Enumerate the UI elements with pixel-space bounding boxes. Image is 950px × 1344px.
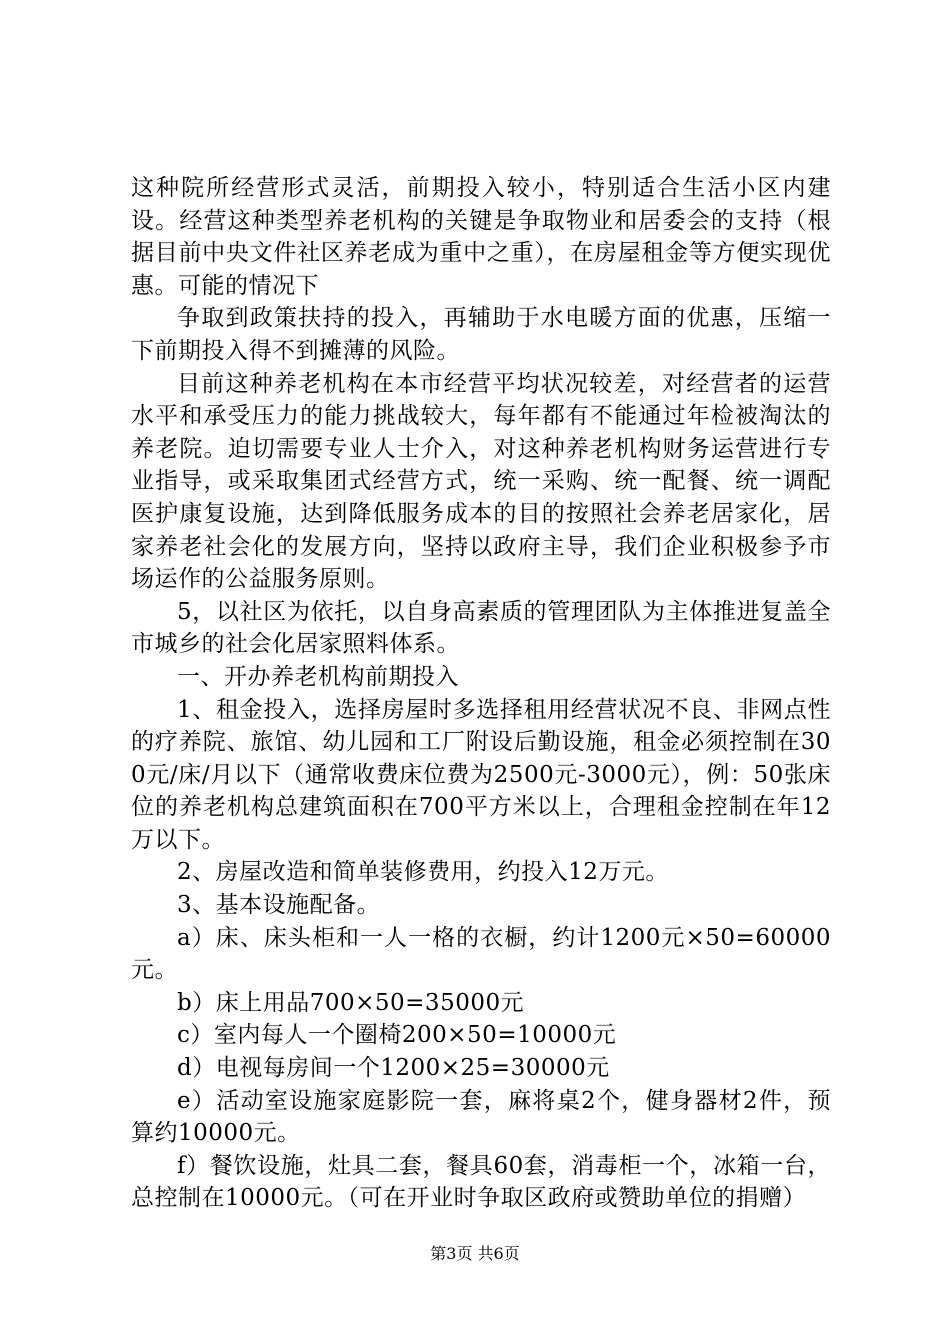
list-item-a: a）床、床头柜和一人一格的衣橱，约计1200元×50=60000元。 — [131, 924, 831, 984]
list-item-f: f）餐饮设施，灶具二套，餐具60套，消毒柜一个，冰箱一台，总控制在10000元。（可在开业时争取区政府或赞助单位的捐赠） — [131, 1152, 831, 1212]
list-item-e: e）活动室设施家庭影院一套，麻将桌2个，健身器材2件，预算约10000元。 — [131, 1087, 831, 1147]
list-item-d: d）电视每房间一个1200×25=30000元 — [177, 1055, 610, 1082]
paragraph-3: 目前这种养老机构在本市经营平均状况较差，对经营者的运营水平和承受压力的能力挑战较大，每年都有不能通过年检被淘汰的养老院。迫切需要专业人士介入，对这种养老机构财务运营进行专业指导，或采取集团式经营方式，统一采购、统一配餐、统一调配医护康复设施，达到降低服务成本的目的按照社会养老居家化，居家养老社会化的发展方向，坚持以政府主导，我们企业积极参予市场运作的公益服务原则。 — [131, 370, 831, 593]
paragraph-1: 这种院所经营形式灵活，前期投入较小，特别适合生活小区内建设。经营这种类型养老机构的关键是争取物业和居委会的支持（根据目前中央文件社区养老成为重中之重），在房屋租金等方便实现优惠。可能的情况下 — [131, 175, 831, 299]
paragraph-4: 5，以社区为依托，以自身高素质的管理团队为主体推进复盖全市城乡的社会化居家照料体系。 — [131, 598, 831, 658]
paragraph-facilities: 3、基本设施配备。 — [177, 892, 381, 919]
page-number-footer: 第3页 共6页 — [430, 1244, 520, 1263]
document-body — [131, 172, 831, 1215]
list-item-b: b）床上用品700×50=35000元 — [177, 989, 525, 1016]
paragraph-2: 争取到政策扶持的投入，再辅助于水电暖方面的优惠，压缩一下前期投入得不到摊薄的风险。 — [131, 305, 831, 364]
list-item-c: c）室内每人一个圈椅200×50=10000元 — [177, 1022, 617, 1049]
section-heading-1: 一、开办养老机构前期投入 — [177, 663, 459, 690]
paragraph-renovation: 2、房屋改造和简单装修费用，约投入12万元。 — [177, 859, 669, 886]
paragraph-rent: 1、租金投入，选择房屋时多选择租用经营状况不良、非网点性的疗养院、旅馆、幼儿园和工厂附设后勤设施，租金必须控制在300元/床/月以下（通常收费床位费为2500元-3000元），例：50张床位的养老机构总建筑面积在700平方米以上，合理租金控制在年12万以下。 — [131, 696, 831, 853]
